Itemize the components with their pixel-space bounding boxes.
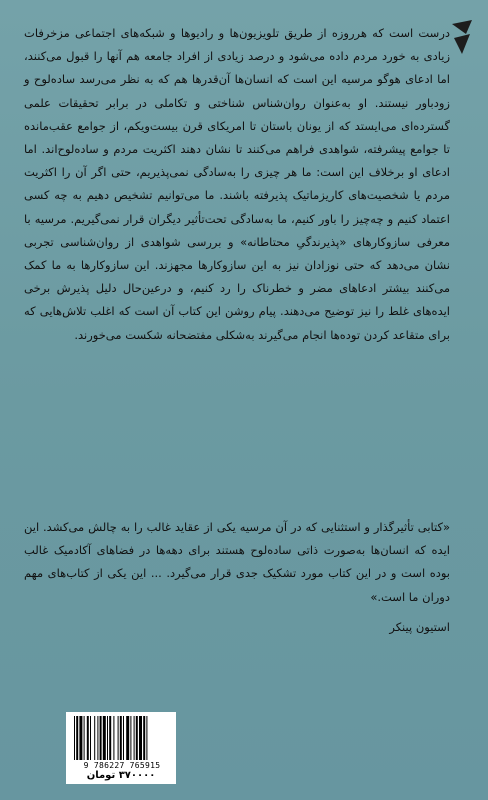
endorsement-quote — [24, 516, 450, 609]
isbn-number: 9 786227 765915 — [83, 761, 161, 770]
blurb-text — [24, 22, 450, 347]
blurb-paragraph: درست است که هرروزه از طریق تلویزیون‌ها و رادیوها و شبکه‌های اجتماعی مزخرفات زیادی به خورد مردم داده می‌شود و درصد زیادی از افراد جامعه هم آنها را قبول می‌کنند، اما ادعای هوگو مرسیه این است که انسان‌ها آن‌قدرها هم که به نظر می‌رسد ساده‌لوح و زودباور نیستند. او به‌عنوان روان‌شناس شناختی و تکاملی در برابر تحقیقات علمی گسترده‌ای می‌ایستد که از یونان باستان تا امریکای قرن بیست‌ویکم، از جوامع عقب‌مانده تا جوامع پیشرفته، شواهدی فراهم می‌کنند تا نشان دهند اکثریت مردم و ساده‌لوح‌اند. اما ادعای او برخلاف این است: ما هر چیزی را به‌سادگی نمی‌پذیریم، حتی اگر آن را اکثریت مردم یا شخصیت‌های کاریزماتیک پذیرفته باشند. ما می‌توانیم تشخیص دهیم به چه کسی اعتماد کنیم و چه‌چیز را باور کنیم، ما به‌سادگی تحت‌تأثیر دیگران قرار نمی‌گیریم. مرسیه با معرفی سازوکارهای «پذیرندگیِ محتاطانه» و بررسی شواهدی از روان‌شناسی تجربی نشان می‌دهد که حتی نوزادان نیز به این سازوکارها مجهزند. این سازوکارها به ما کمک می‌کنند بیشتر ادعاهای مضر و خطرناک را رد کنیم، و درعین‌حال دلیل پذیرش برخی ایده‌های غلط را نیز توضیح می‌دهند. پیام روشن این کتاب آن است که اغلب تلاش‌هایی که برای متقاعد کردن توده‌ها انجام می‌گیرند به‌شکلی مفتضحانه شکست می‌خورند. — [24, 26, 450, 342]
publisher-logo-icon — [450, 20, 474, 54]
barcode-label — [66, 712, 176, 784]
barcode-icon — [74, 716, 170, 760]
quote-text: «کتابی تأثیرگذار و استثنایی که در آن مرسیه یکی از عقاید غالب را به چالش می‌کشد. این ایده که انسان‌ها به‌صورت ذاتی ساده‌لوح هستند برای دهه‌ها در فضاهای آکادمیک غالب بوده است و در این کتاب مورد تشکیک جدی قرار می‌گیرد. ... این یکی از کتاب‌های مهم دوران ما است.» — [24, 520, 450, 604]
price-label: ۳۷۰۰۰۰ تومان — [86, 770, 156, 781]
quote-author: استیون پینکر — [389, 620, 450, 634]
